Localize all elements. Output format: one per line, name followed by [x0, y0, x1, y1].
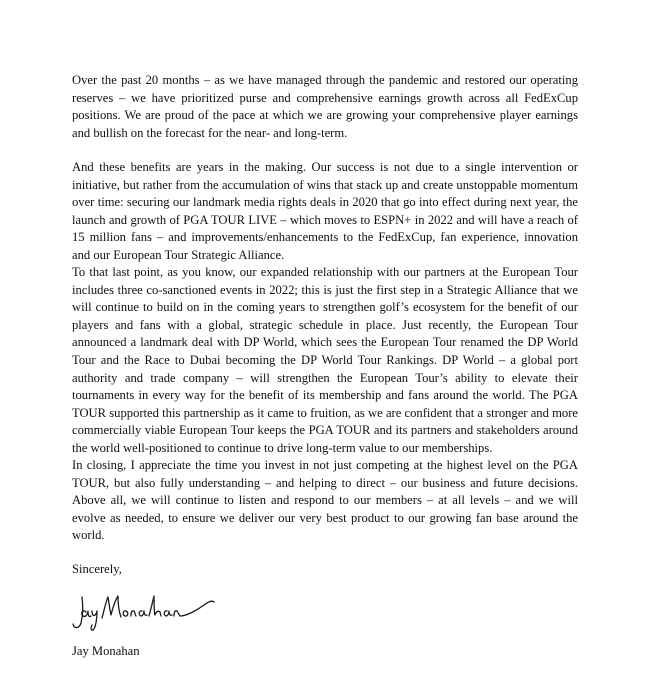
signer-name: Jay Monahan	[72, 644, 140, 658]
closing-salutation: Sincerely,	[72, 562, 122, 576]
letter-paragraph-3: To that last point, as you know, our expanded relationship with our partners at the European Tour includes three co-sanctioned events in 2022; this is just the first step in a Strategic Alliance that we will continue to build on in the coming years to strengthen golf’s ecosystem for the benefit of our players and fans with a global, strategic schedule in place. Just recently, the European Tour announced a landmark deal with DP World, which sees the European Tour renamed the DP World Tour and the Race to Dubai becoming the DP World Tour Rankings. DP World – a global port authority and trade company – will strengthen the European Tour’s ability to elevate their tournaments in every way for the benefit of its membership and fans around the world. The PGA TOUR supported this partnership as it came to fruition, as we are confident that a stronger and more commercially viable European Tour keeps the PGA TOUR and its partners and stakeholders around the world well-positioned to continue to drive long-term value to our memberships.	[72, 265, 578, 455]
letter-paragraph-1: Over the past 20 months – as we have managed through the pandemic and restored our operating reserves – we have prioritized purse and comprehensive earnings growth across all FedExCup positions. We are proud of the pace at which we are growing your comprehensive player earnings and bullish on the forecast for the near- and long-term.	[72, 73, 578, 140]
handwritten-signature	[68, 585, 218, 635]
letter-paragraph-4: In closing, I appreciate the time you invest in not just competing at the highest level on the PGA TOUR, but also fully understanding – and helping to direct – our business and future decisions. Above all, we will continue to listen and respond to our members – at all levels – and we will evolve as needed, to ensure we deliver our very best product to our growing fan base around the world.	[72, 458, 578, 543]
letter-paragraph-2: And these benefits are years in the making. Our success is not due to a single intervention or initiative, but rather from the accumulation of wins that stack up and create unstoppable momentum over time: securing our landmark media rights deals in 2020 that go into effect during next year, the launch and growth of PGA TOUR LIVE – which moves to ESPN+ in 2022 and will have a reach of 15 million fans – and improvements/enhancements to the FedExCup, fan experience, innovation and our European Tour Strategic Alliance.	[72, 160, 578, 262]
signature-text: Jay Monahan	[68, 585, 74, 586]
